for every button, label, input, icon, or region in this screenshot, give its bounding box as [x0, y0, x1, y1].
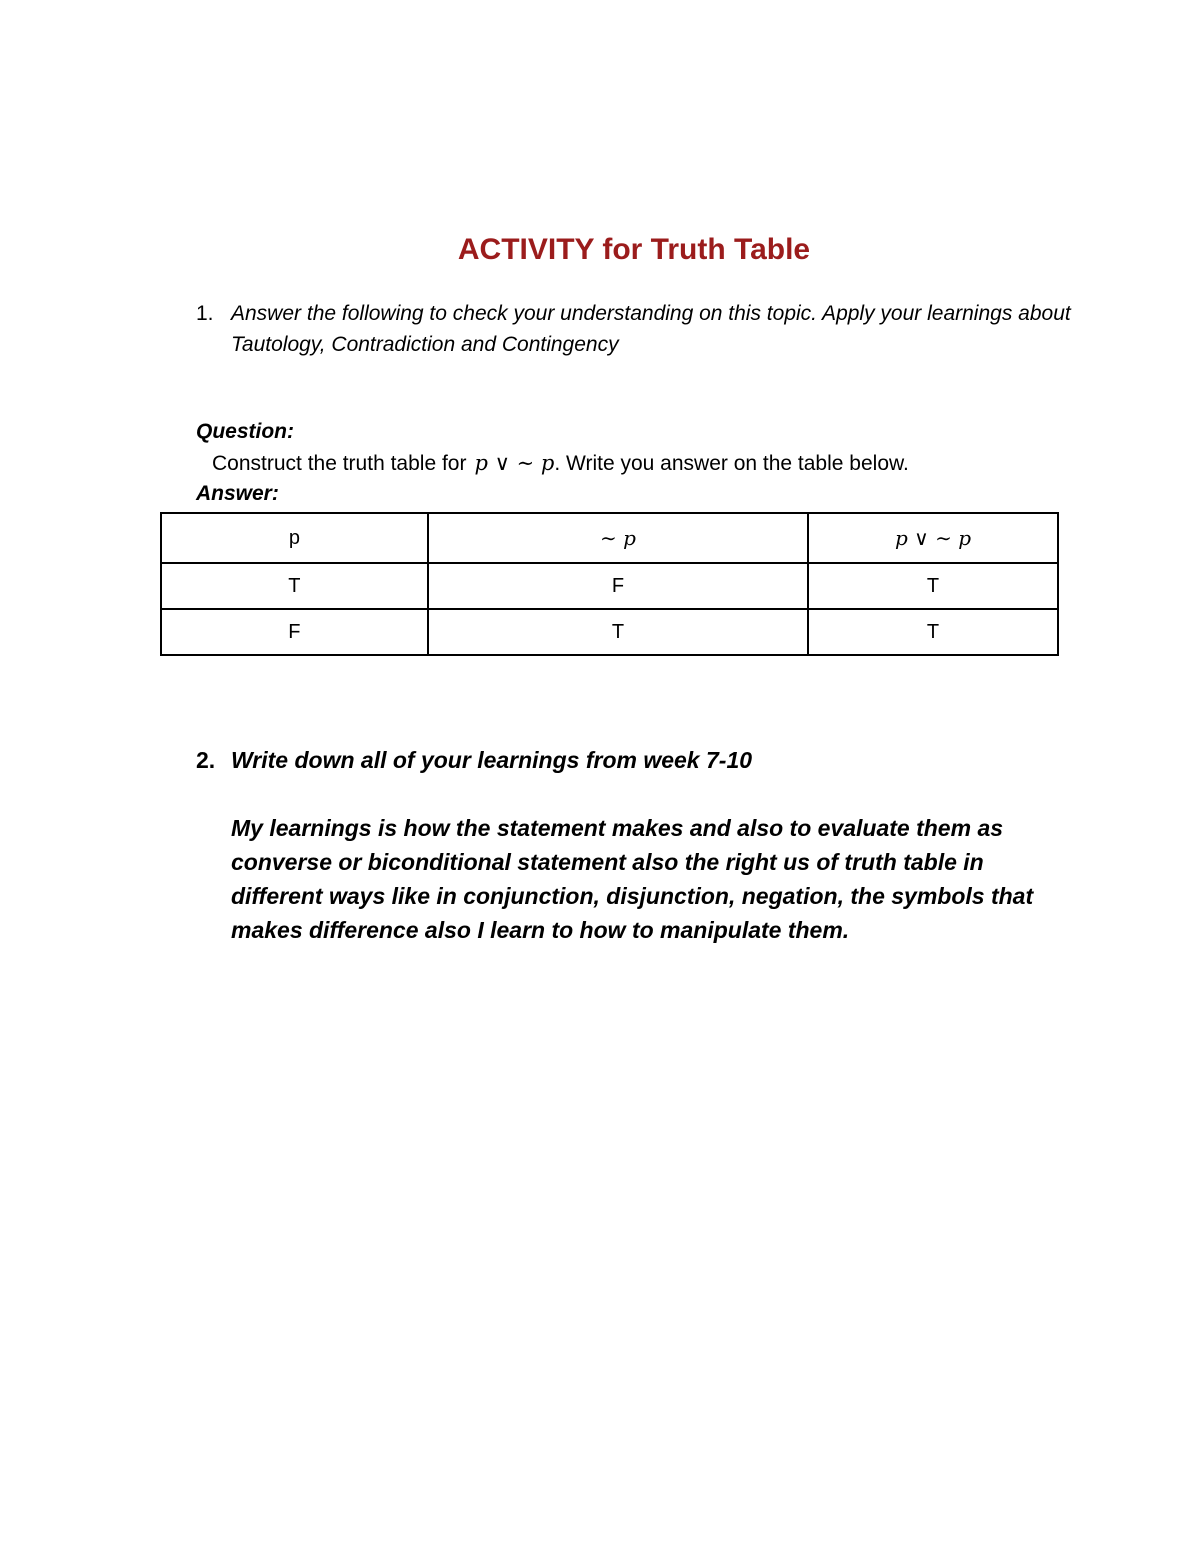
answer-line: makes difference also I learn to how to manipulate them. — [231, 917, 850, 943]
table-cell: T — [428, 609, 808, 655]
answer-line: different ways like in conjunction, disjunction, negation, the symbols that — [231, 883, 1034, 909]
item-1 — [196, 298, 1076, 360]
table-cell: T — [808, 563, 1058, 609]
item-2-number: 2. — [196, 747, 216, 773]
item-2-answer — [231, 811, 1071, 947]
question-label: Question: — [196, 420, 294, 443]
table-cell: T — [808, 609, 1058, 655]
item-1-text: Answer the following to check your understanding on this topic. Apply your learnings about Tautology, Contradiction and Contingency — [231, 302, 1071, 356]
table-row — [161, 563, 1058, 609]
table-header-row — [161, 513, 1058, 563]
table-cell: T — [161, 563, 428, 609]
table-header-cell: p — [161, 513, 428, 563]
table-cell: F — [161, 609, 428, 655]
table-header-cell: p ∨ ∼ p — [808, 513, 1058, 563]
answer-line: converse or biconditional statement also the right us of truth table in — [231, 849, 984, 875]
item-1-number: 1. — [196, 302, 214, 325]
question-expression: p ∨ ∼ p — [474, 451, 555, 475]
table-cell: F — [428, 563, 808, 609]
table-row — [161, 609, 1058, 655]
question-text-after: . Write you answer on the table below. — [554, 452, 909, 475]
table-header-cell: ∼ p — [428, 513, 808, 563]
question-text-before: Construct the truth table for — [212, 452, 467, 475]
page-title: ACTIVITY for Truth Table — [457, 233, 811, 266]
answer-line: My learnings is how the statement makes and also to evaluate them as — [231, 815, 1004, 841]
item-2-text: Write down all of your learnings from week 7-10 — [231, 747, 753, 773]
question-text — [212, 448, 909, 479]
answer-label: Answer: — [196, 482, 279, 505]
truth-table — [160, 512, 1059, 656]
item-2 — [196, 744, 752, 776]
